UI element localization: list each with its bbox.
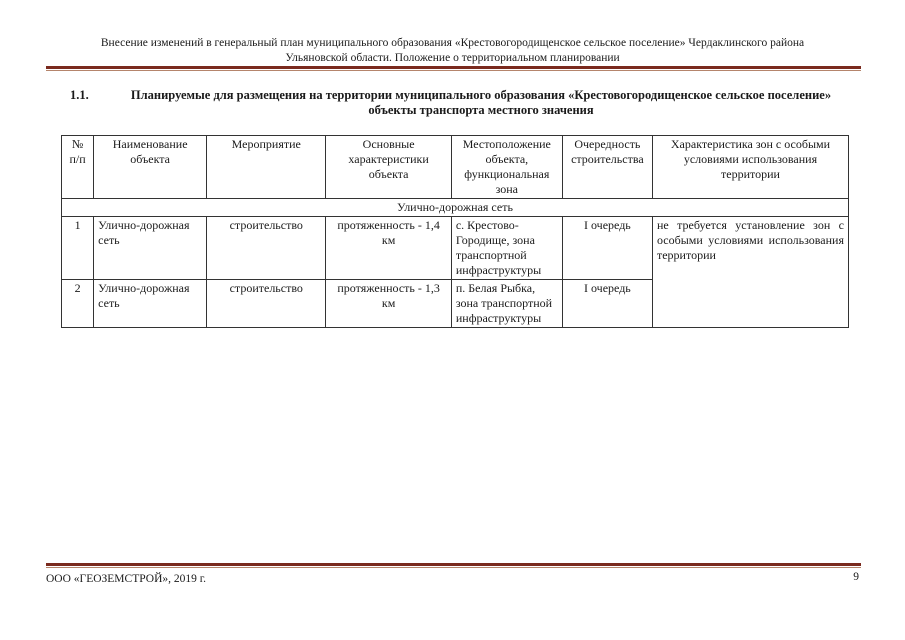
document-header [40,36,865,66]
column-header-number: № п/п [62,136,94,199]
transport-objects-table [61,135,849,328]
group-title: Улично-дорожная сеть [62,199,849,217]
section-number: 1.1. [70,88,89,102]
column-header-name: Наименование объекта [94,136,207,199]
row-number: 2 [62,280,94,328]
row-action: строительство [207,217,326,280]
column-header-location: Местоположение объекта, функциональная зона [451,136,562,199]
section-heading [70,88,850,118]
section-title: Планируемые для размещения на территории муниципального образования «Крестовогородищенское сельское поселение» объекты транспорта местного значения [130,88,832,117]
header-rule-thin [46,70,861,71]
header-line-2: Ульяновской области. Положение о территориальном планировании [285,52,620,64]
footer-company: ООО «ГЕОЗЕМСТРОЙ», 2019 г. [46,573,207,585]
row-number: 1 [62,217,94,280]
column-header-zones: Характеристика зон с особыми условиями использования территории [652,136,848,199]
row-object-name: Улично-дорожная сеть [94,217,207,280]
table-header-row [62,136,849,199]
row-zone-note: не требуется установление зон с особыми условиями использования территории [652,217,848,328]
table-row [62,217,849,280]
column-header-characteristics: Основные характеристики объекта [326,136,451,199]
group-row [62,199,849,217]
row-stage: I очередь [562,217,652,280]
page-number: 9 [853,571,859,583]
header-rule [46,66,861,69]
row-location: п. Белая Рыбка, зона транспортной инфраструктуры [451,280,562,328]
row-location: с. Крестово-Городище, зона транспортной инфраструктуры [451,217,562,280]
column-header-action: Мероприятие [207,136,326,199]
row-stage: I очередь [562,280,652,328]
column-header-stage: Очередность строительства [562,136,652,199]
row-action: строительство [207,280,326,328]
row-object-name: Улично-дорожная сеть [94,280,207,328]
footer-rule [46,563,861,566]
row-characteristics: протяженность - 1,4 км [326,217,451,280]
row-characteristics: протяженность - 1,3 км [326,280,451,328]
footer-rule-thin [46,567,861,568]
header-line-1: Внесение изменений в генеральный план муниципального образования «Крестовогородищенское сельское поселение» Чердаклинского района [100,37,805,49]
